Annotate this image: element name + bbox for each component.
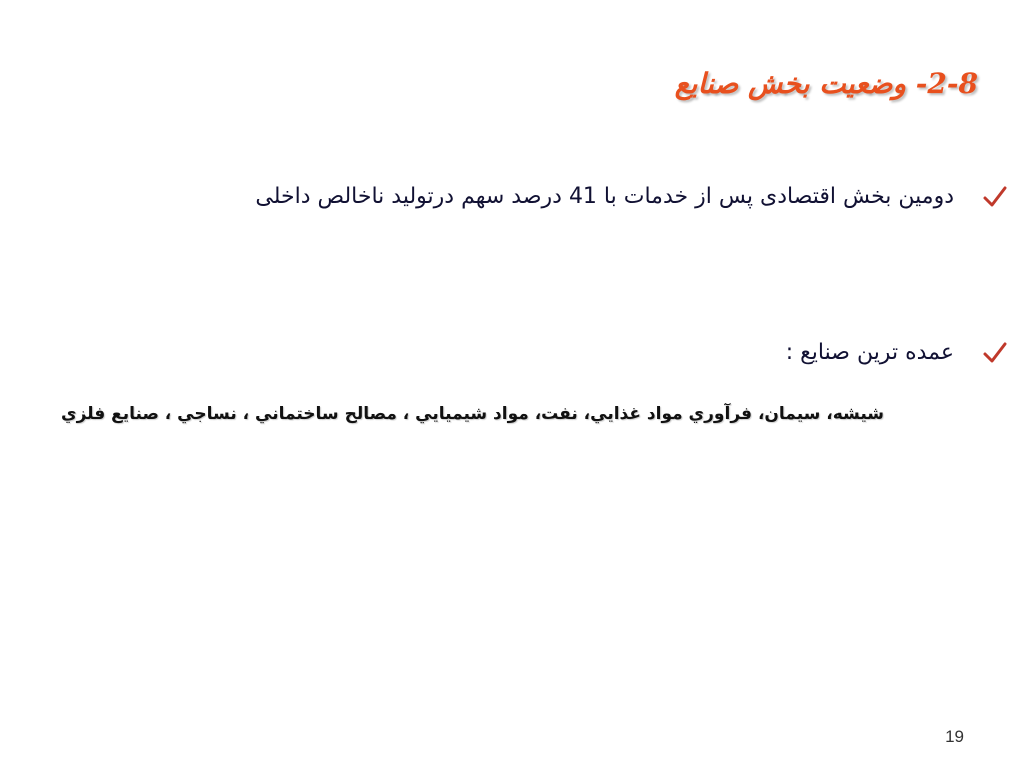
slide-title: 2-8- وضعيت بخش صنايع xyxy=(674,67,978,100)
page-number: 19 xyxy=(945,727,964,746)
bullet-text: عمده ترین صنایع : xyxy=(785,340,954,365)
check-icon xyxy=(982,184,1008,210)
check-icon xyxy=(982,340,1008,366)
bullet-economic-share xyxy=(114,180,954,234)
bullet-text: دومین بخش اقتصادی پس از خدمات با 41 درصد سهم درتولید ناخالص داخلی xyxy=(255,184,954,209)
industries-list: شيشه، سيمان، فرآوري مواد غذايي، نفت، مواد شيميايي ، مصالح ساختماني ، نساجي ، صنايع فلزي xyxy=(61,404,884,424)
bullet-main-industries xyxy=(114,336,954,390)
